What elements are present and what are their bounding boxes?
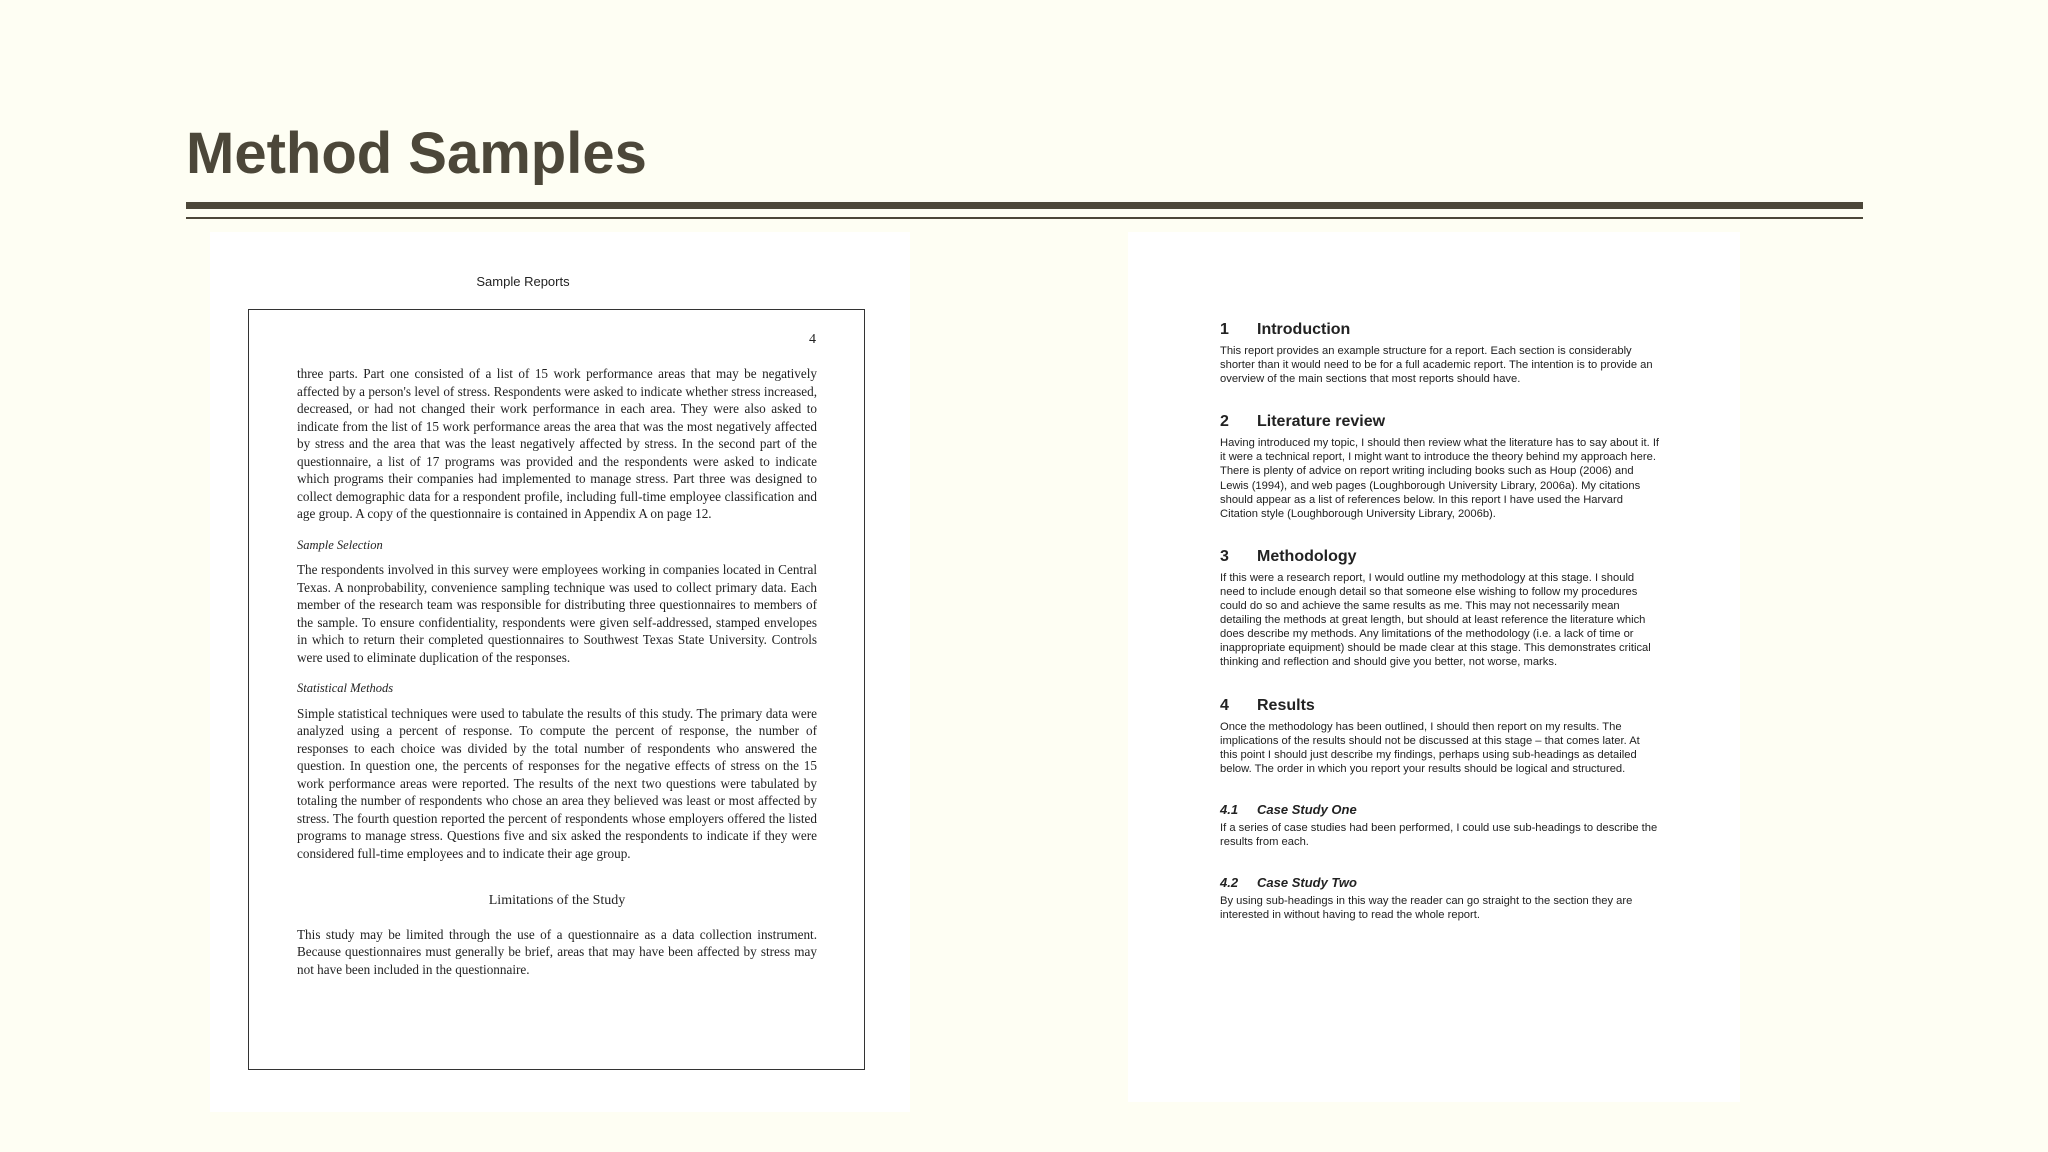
subsection-text: By using sub-headings in this way the reader can go straight to the section they are interested in without having to read the whole report. [1220,895,1633,922]
subsection-case-study-two [1220,875,1660,922]
section-text: Having introduced my topic, I should then review what the literature has to say about it. If it were a technical report, I might want to introduce the theory behind my approach here. There is plenty of advice on report writing including books such as Houp (2006) and Lewis (1994), and web pages (Loughborough University Library, 2006a). My citations should appear as a list of references below. In this report I have used the Harvard Citation style (Loughborough University Library, 2006b). [1220,437,1660,520]
slide-title: Method Samples [186,121,647,186]
paragraph-statistical-methods: Simple statistical techniques were used to tabulate the results of this study. The primary data were analyzed using a percent of response. To compute the percent of response, the number of responses to each choice was divided by the total number of respondents who answered the question. In question one, the percents of responses for the negative effects of stress on the 15 work performance areas were reported. The results of the next two questions were tabulated by totaling the number of respondents who chose an area they believed was least or most affected by stress. The fourth question reported the percent of respondents whose employers offered the listed programs to manage stress. Questions five and six asked the respondents to indicate if they were considered full-time employees and to indicate their age group. [297,705,817,861]
section-text: Once the methodology has been outlined, I should then report on my results. The implications of the results should not be discussed at this stage – that comes later. At this point I should just describe my findings, perhaps using sub-headings as detailed below. The order in which you report your results should be logical and structured. [1220,720,1640,775]
subsection-title: Case Study Two [1257,875,1357,891]
section-text: This report provides an example structure for a report. Each section is considerably shorter than it would need to be for a full academic report. The intention is to provide an overview of the main sections that most reports should have. [1220,345,1653,386]
sample-header: Sample Reports [476,274,570,289]
section-heading-limitations: Limitations of the Study [488,893,626,908]
section-title: Results [1257,696,1315,714]
section-introduction [1220,320,1660,386]
section-text: If this were a research report, I would outline my methodology at this stage. I should need to include enough detail so that someone else wishing to follow my procedures could do so and achieve the same results as me. This may not necessarily mean detailing the methods at great length, but should at least reference the literature which does describe my methods. Any limitations of the methodology (i.e. a lack of time or inappropriate equipment) should be made clear at this stage. This demonstrates critical thinking and reflection and should give you better, not worse, marks. [1220,571,1651,669]
section-number: 1 [1220,321,1229,338]
subsection-case-study-one [1220,802,1660,849]
subheading-sample-selection: Sample Selection [297,537,383,552]
subsection-title: Case Study One [1257,801,1357,817]
report-body [297,365,817,978]
section-literature-review [1220,412,1660,521]
subsection-heading [1220,875,1660,891]
section-number: 3 [1220,547,1229,565]
section-title: Introduction [1257,321,1351,338]
subsection-number: 4.2 [1220,875,1239,891]
section-title: Methodology [1257,547,1357,565]
section-number: 4 [1220,696,1229,714]
section-heading [1220,320,1660,340]
section-title: Literature review [1257,413,1386,431]
report-page-frame [248,309,865,1070]
sample-report-page-left [210,232,910,1112]
subsection-text: If a series of case studies had been performed, I could use sub-headings to describe the results from each. [1220,821,1658,848]
section-number: 2 [1220,413,1229,431]
title-rule-thick [186,202,1863,209]
section-heading [1220,696,1660,716]
section-heading [1220,412,1660,432]
section-methodology [1220,547,1660,670]
section-results [1220,696,1660,776]
sample-report-page-right [1128,232,1740,1102]
report-structure-body [1220,320,1660,948]
title-rule-thin [186,217,1863,219]
subsection-number: 4.1 [1220,801,1239,817]
section-heading [1220,547,1660,567]
paragraph-limitations: This study may be limited through the use of a questionnaire as a data collection instrument. Because questionnaires must generally be brief, areas that may have been affected by stress may not have been included in the questionnaire. [297,926,817,977]
paragraph-sample-selection: The respondents involved in this survey were employees working in companies located in Central Texas. A nonprobability, convenience sampling technique was used to collect primary data. Each member of the research team was responsible for distributing three questionnaires to members of the sample. To ensure confidentiality, respondents were given self-addressed, stamped envelopes in which to return their completed questionnaires to Southwest Texas State University. Controls were used to eliminate duplication of the responses. [297,562,817,665]
subheading-statistical-methods: Statistical Methods [297,681,394,695]
subsection-heading [1220,802,1660,818]
page-number: 4 [809,332,816,347]
paragraph-questionnaire: three parts. Part one consisted of a list of 15 work performance areas that may be negatively affected by a person's level of stress. Respondents were asked to indicate whether stress increased, decreased, or had not changed their work performance in each area. They were also asked to indicate from the list of 15 work performance areas the area that was the most negatively affected by stress and the area that was the least negatively affected by stress. In the second part of the questionnaire, a list of 17 programs was provided and the respondents were asked to indicate which programs their companies had implemented to manage stress. Part three was designed to collect demographic data for a respondent profile, including full-time employee classification and age group. A copy of the questionnaire is contained in Appendix A on page 12. [297,366,817,521]
